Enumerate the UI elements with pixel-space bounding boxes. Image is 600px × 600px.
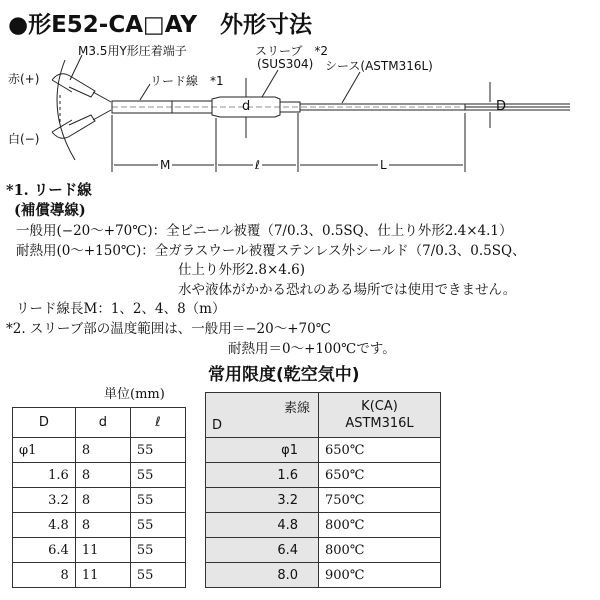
- table-row: 3.2 8 55: [13, 488, 186, 513]
- L-dim-label: L: [380, 158, 387, 172]
- header-material: ASTM316L: [345, 416, 414, 431]
- note-1-heading: *1. リード線: [6, 182, 92, 199]
- table-row: 8.0 900℃: [206, 563, 441, 588]
- header-wire: 素線: [283, 401, 310, 416]
- white-minus-label: 白(−): [8, 132, 40, 146]
- note-lead-length: リード線長M：1、2、4、8（m）: [16, 301, 226, 317]
- table-row: 4.8 800℃: [206, 513, 441, 538]
- sleeve-label: スリーブ *2: [255, 44, 329, 58]
- table-row: φ1 8 55: [13, 438, 186, 463]
- table-row: 1.6 650℃: [206, 463, 441, 488]
- header-type: K(CA): [361, 399, 398, 414]
- note-water: 水や液体がかかる恐れのある場所では使用できません。: [178, 282, 517, 298]
- limits-table: [205, 392, 441, 588]
- limits-title: 常用限度(乾空気中): [208, 365, 360, 385]
- d-dim-label: d: [242, 99, 251, 114]
- header-l: ℓ: [130, 408, 185, 438]
- y-terminal-white: [52, 110, 111, 138]
- table-row: 3.2 750℃: [206, 488, 441, 513]
- D-dim-label: D: [496, 99, 507, 114]
- sleeve-material-label: (SUS304): [257, 57, 314, 71]
- l-dim-label: ℓ: [255, 158, 260, 172]
- note-2-heat: 耐熱用＝0〜+100℃です。: [228, 341, 396, 357]
- note-general: 一般用(−20〜+70℃)：全ビニール被覆（7/0.3、0.5SQ、仕上り外形2.4×4.1）: [16, 223, 513, 239]
- table-row: 4.8 8 55: [13, 513, 186, 538]
- red-plus-label: 赤(+): [8, 72, 40, 86]
- note-heat: 耐熱用(0〜+150℃)：全ガラスウール被覆ステンレス外シールド（7/0.3、0.5SQ、: [16, 243, 526, 259]
- note-2: *2. スリーブ部の温度範囲は、一般用＝−20〜+70℃: [6, 321, 331, 337]
- unit-label: 単位(mm): [104, 387, 165, 402]
- y-terminal-red: [52, 74, 111, 102]
- header-d: d: [75, 408, 130, 438]
- note-heat-2: 仕上り外形2.8×4.6): [178, 262, 306, 278]
- note-1-sub: (補償導線): [14, 202, 86, 219]
- lead-wire-label: リード線 *1: [150, 74, 224, 88]
- table-row: 6.4 800℃: [206, 538, 441, 563]
- M-dim-label: M: [160, 158, 171, 172]
- dimension-diagram: [0, 0, 600, 180]
- table-row: 8 11 55: [13, 563, 186, 588]
- terminal-label: M3.5用Y形圧着端子: [78, 44, 187, 58]
- sheath-label: シース(ASTM316L): [325, 59, 433, 73]
- header-D: D: [212, 418, 223, 433]
- dimension-table: [12, 407, 186, 588]
- table-row: 1.6 8 55: [13, 463, 186, 488]
- header-D: D: [13, 408, 76, 438]
- table-row: φ1 650℃: [206, 438, 441, 463]
- page-title: ●形E52-CA□AY 外形寸法: [8, 12, 312, 38]
- table-row: 6.4 11 55: [13, 538, 186, 563]
